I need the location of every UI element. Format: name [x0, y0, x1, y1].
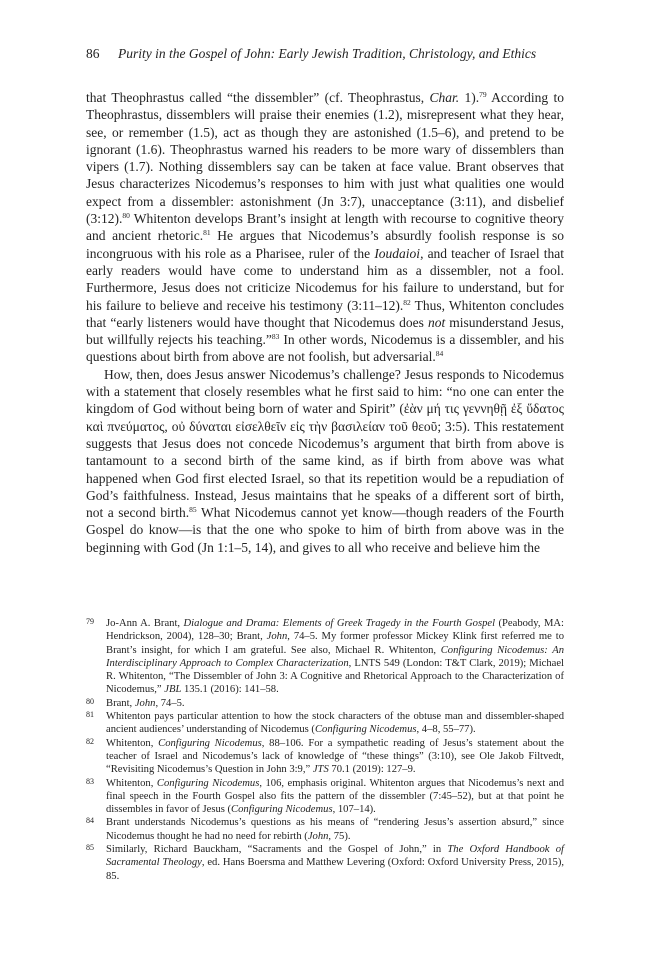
italic-text: Configuring Nicodemus: [158, 737, 262, 749]
text-run: , and teacher of Israel that early readers would have come to understand him as a dissembler, not a fool. Furthermore, Jesus does not criticize Nicodemus for his failure to understand, but for his failure to believe and receive his testimony (3:11–12).: [86, 245, 564, 313]
italic-text: The Oxford Handbook of Sacramental Theology: [106, 844, 564, 869]
text-run: Brant understands Nicodemus’s questions as his means of “rendering Jesus’s assertion absurd,” since Nicodemus thought he had no need for rebirth (: [106, 817, 564, 842]
text-run: misunderstand Jesus, but willfully rejects his teaching.”: [86, 314, 564, 348]
text-run: How, then, does Jesus answer Nicodemus’s challenge? Jesus responds to Nicodemus with a statement that closely resembles what he first said to him: “no one can enter the kingdom of God without being born of water and Spirit” (ἐὰν μή τις γεννηθῇ ἐξ ὕδατος καὶ πνεύματος, οὐ δύναται εἰσελθεῖν εἰς τὴν βασιλείαν τοῦ θεοῦ; 3:5). This restatement suggests that Jesus does not concede Nicodemus’s argument that birth from above is tantamount to a second birth of the same kind, as if birth from above was what happened when God first elected Israel, so that its repetition would be a repudiation of God’s faithfulness. Instead, Jesus maintains that he speaks of a different sort of birth, not a second birth.: [86, 366, 564, 521]
text-run: , 4–8, 55–77).: [416, 724, 476, 736]
italic-text: JBL: [164, 684, 182, 696]
italic-text: Configuring Nicodemus: [314, 724, 417, 736]
running-title: Purity in the Gospel of John: Early Jewish Tradition, Christology, and Ethics: [118, 46, 537, 61]
footnote: [86, 777, 564, 817]
italic-text: Configuring Nicodemus: [231, 804, 333, 816]
text-run: 70.1 (2019): 127–9.: [328, 764, 416, 776]
footnote: [86, 617, 564, 697]
footnote-ref: 81: [203, 228, 211, 238]
body-paragraph: [86, 89, 564, 366]
text-run: Whitenton,: [106, 737, 159, 749]
text-run: Similarly, Richard Bauckham, “Sacraments and the Gospel of John,” in: [106, 844, 448, 856]
italic-text: not: [427, 314, 446, 330]
footnote: [86, 697, 564, 710]
text-run: Thus, Whitenton concludes that “early listeners would have thought that Nicodemus does: [86, 297, 564, 330]
footnote-number: 79: [86, 617, 94, 626]
italic-text: John: [266, 631, 288, 643]
footnote-ref: 80: [122, 211, 130, 221]
footnote-number: 80: [86, 696, 94, 706]
footnote-ref: 85: [189, 505, 197, 515]
text-run: , LNTS 549 (London: T&T Clark, 2019); Michael R. Whitenton, “The Dissembler of John 3: A Cognitive and Rhetorical Approach to the Characterization of Nicodemus,”: [106, 657, 564, 696]
running-header: [86, 46, 566, 62]
text-run: , 88–106. For a sympathetic reading of Jesus’s statement about the teacher of Israel and Nicodemus’s lack of knowledge of “these things” (3:10), see Ole Jakob Filtvedt, “Revisiting Nicodemus’s Question in John 3:9,”: [106, 737, 564, 776]
footnote-ref: 84: [435, 349, 444, 359]
text-run: 135.1 (2016): 141–58.: [181, 684, 279, 696]
text-run: (Peabody, MA: Hendrickson, 2004), 128–30; Brant,: [106, 618, 564, 643]
text-run: , 106, emphasis original. Whitenton argues that Nicodemus’s next and final speech in the Fourth Gospel also fits the pattern of the dissembler (7:45–52), but at that point he dissembles in favor of Jesus (: [106, 777, 564, 816]
italic-text: Configuring Nicodemus: [156, 777, 260, 789]
text-run: , 107–14).: [332, 804, 376, 816]
footnote-number: 83: [86, 776, 94, 786]
italic-text: Configuring Nicodemus: An Interdisciplinary Approach to Complex Characterization: [106, 644, 564, 669]
footnote: [86, 843, 564, 883]
text-run: Brant,: [106, 697, 135, 709]
page-number: 86: [86, 46, 100, 61]
footnote-number: 81: [86, 710, 94, 720]
text-run: In other words, Nicodemus is a dissembler, and his questions about birth from above are not foolish, but adversarial.: [86, 332, 564, 365]
footnote-ref: 83: [271, 332, 280, 342]
text-run: Whitenton develops Brant’s insight at length with recourse to cognitive theory and ancient rhetoric.: [86, 211, 564, 244]
text-run: What Nicodemus cannot yet know—though readers of the Fourth Gospel do know—is that the one who spoke to him of birth from above was in the beginning with God (Jn 1:1–5, 14), and gives to all who receive and believe him the: [86, 505, 565, 555]
footnote: [86, 737, 564, 777]
text-run: Jo-Ann A. Brant,: [106, 618, 184, 629]
text-run: that Theophrastus called “the dissembler” (cf. Theophrastus,: [86, 90, 430, 105]
text-run: , ed. Hans Boersma and Matthew Levering (Oxford: Oxford University Press, 2015), 85.: [106, 857, 564, 882]
text-run: , 74–5.: [155, 697, 185, 709]
footnote-number: 85: [86, 843, 94, 853]
main-text: [86, 89, 564, 556]
body-paragraph: [86, 366, 564, 556]
footnote: [86, 816, 564, 843]
italic-text: John: [134, 697, 156, 709]
text-run: Whitenton,: [106, 777, 157, 789]
text-run: , 74–5. My former professor Mickey Klink first referred me to Brant’s insight, for which I am grateful. See also, Michael R. Whitenton,: [106, 631, 564, 656]
footnote-ref: 82: [403, 297, 411, 307]
text-run: According to Theophrastus, dissemblers will praise their enemies (1.2), misrepresent what they hear, see, or remember (1.5), act as though they are astonished (1.5–6), and pretend to be ignorant (1.6). Theophrastus warned his readers to be more wary of dissemblers than vipers (1.7). Nothing dissemblers say can be taken at face value. Brant observes that Jesus characterizes Nicodemus’s responses to him with just what qualities one would expect from a dissembler: astonishment (Jn 3:7), unacceptance (3:11), and disbelief (3:12).: [86, 90, 564, 227]
footnotes: [86, 617, 564, 883]
italic-text: Ioudaioi: [374, 245, 421, 261]
text-run: 1).: [459, 90, 480, 105]
italic-text: Dialogue and Drama: Elements of Greek Tragedy in the Fourth Gospel: [183, 618, 496, 629]
italic-text: John: [307, 830, 329, 842]
footnote-number: 84: [86, 816, 94, 826]
text-run: Whitenton pays particular attention to how the stock characters of the obtuse man and dissembler-shaped ancient audiences’ understanding of Nicodemus (: [106, 711, 564, 736]
footnote-ref: 79: [479, 90, 487, 99]
footnote-number: 82: [86, 736, 94, 746]
italic-text: Char.: [429, 90, 460, 105]
italic-text: JTS: [312, 764, 329, 776]
footnote: [86, 710, 564, 737]
text-run: , 75).: [328, 830, 351, 842]
text-run: He argues that Nicodemus’s absurdly foolish response is so incongruous with his role as a Pharisee, ruler of the: [86, 228, 564, 261]
